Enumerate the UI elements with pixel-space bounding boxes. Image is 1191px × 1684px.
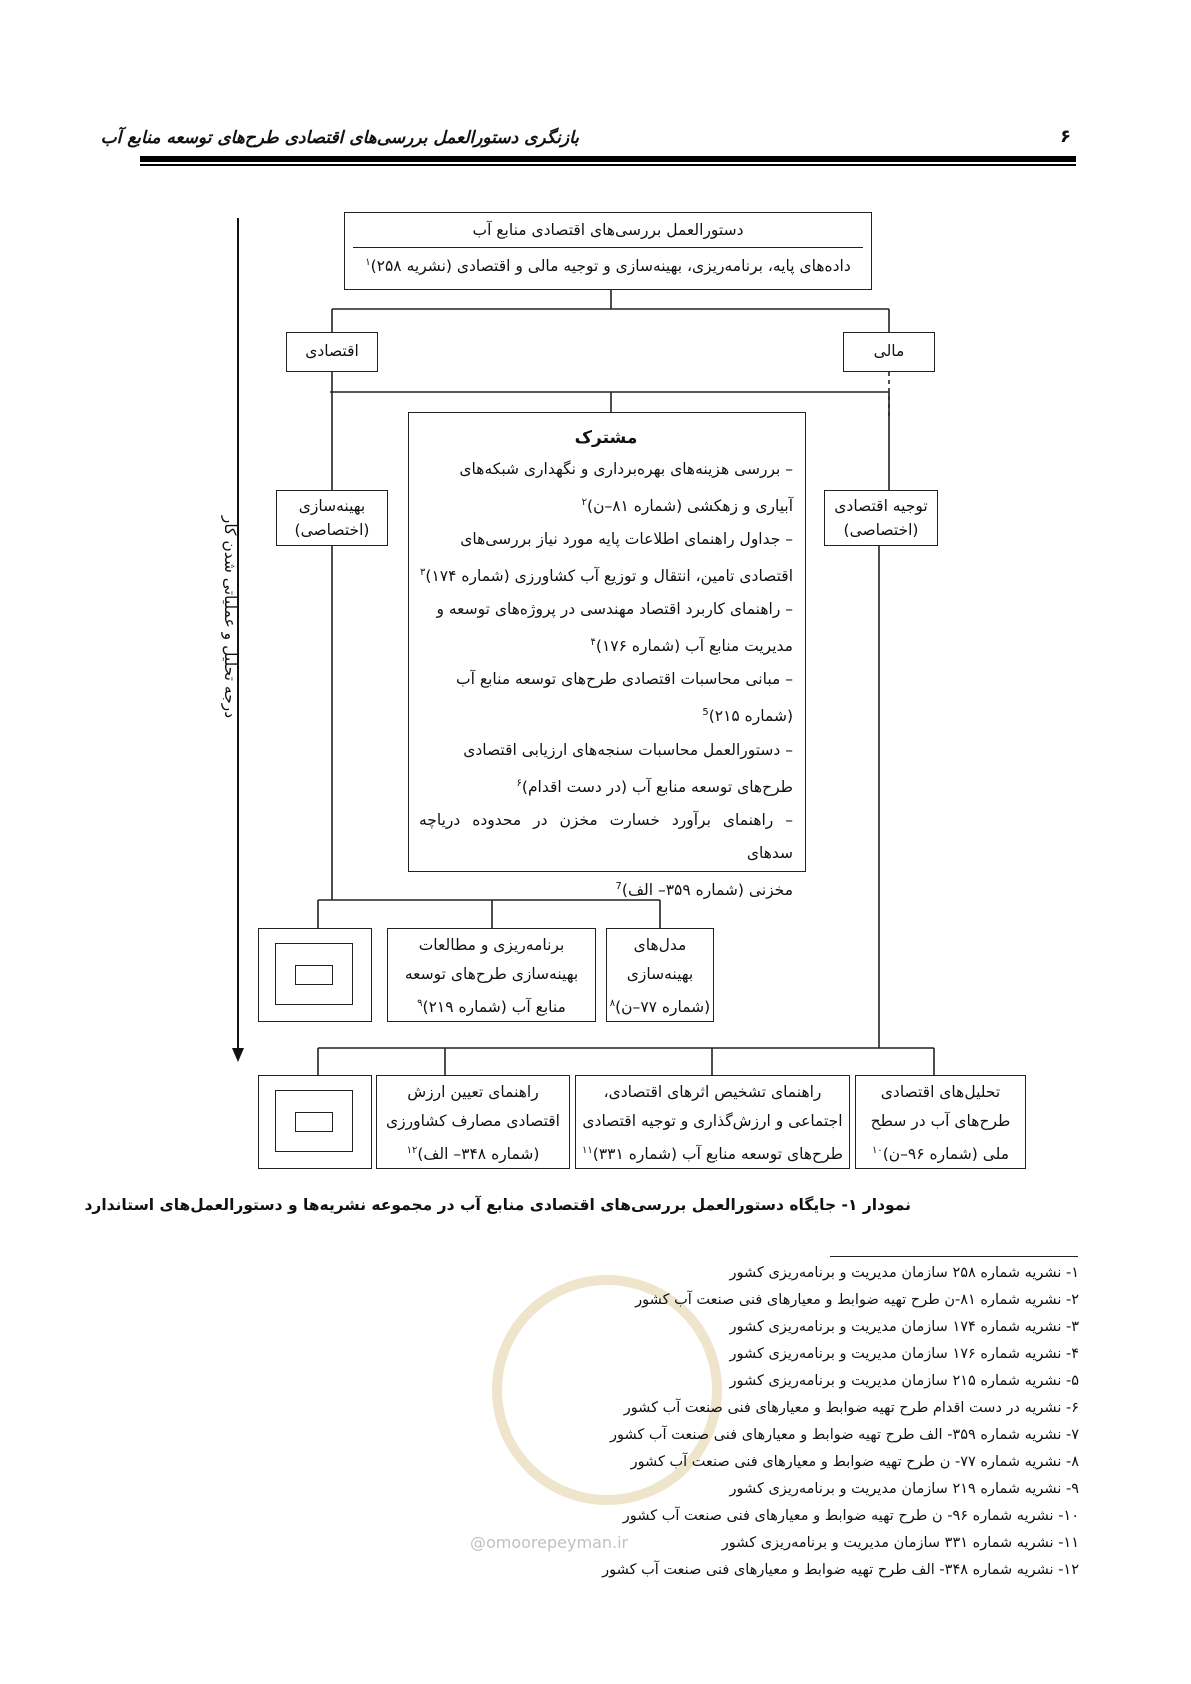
footnotes <box>602 1260 1079 1584</box>
footnote-item: ۱- نشریه شماره ۲۵۸ سازمان مدیریت و برنامه‌ریزی کشور <box>729 1265 1079 1281</box>
models-line1: مدل‌های <box>633 936 687 954</box>
footnote-ref-9: ۹ <box>417 998 423 1009</box>
watermark-text: @omoorepeyman.ir <box>470 1533 629 1552</box>
common-item-line <box>419 663 793 696</box>
side-arrow-head <box>232 1048 244 1062</box>
footnote-item: ۶- نشریه در دست اقدام طرح تهیه ضوابط و معیارهای فنی صنعت آب کشور <box>623 1400 1079 1416</box>
common-text: آبیاری و زهکشی (شماره ۸۱–ن) <box>587 497 793 516</box>
page-number: ۶ <box>1060 126 1071 147</box>
planning-line1: برنامه‌ریزی و مطالعات <box>418 936 565 954</box>
impacts-line1: راهنمای تشخیص اثرهای اقتصادی، <box>603 1083 822 1101</box>
top-box-subtitle <box>345 255 871 277</box>
econ-analysis-line3 <box>856 1136 1025 1169</box>
footnote-ref-4: ۴ <box>590 637 596 649</box>
footnote-item: ۷- نشریه شماره ۳۵۹- الف طرح تهیه ضوابط و معیارهای فنی صنعت آب کشور <box>609 1427 1079 1443</box>
econ-box: اقتصادی <box>286 332 378 372</box>
justification-box-line2: (اختصاصی) <box>843 521 919 539</box>
running-header-title: بازنگری دستورالعمل بررسی‌های اقتصادی طرح‌های توسعه منابع آب <box>100 128 579 148</box>
common-item-line <box>419 453 793 486</box>
common-item-line <box>419 626 793 663</box>
justification-box-line1: توجیه اقتصادی <box>834 497 928 515</box>
footnote-ref-11: ۱۱ <box>582 1145 593 1156</box>
common-text: مخزنی (شماره ۳۵۹– الف) <box>621 880 793 899</box>
planning-box <box>387 928 596 1022</box>
top-box-title: دستورالعمل بررسی‌های اقتصادی منابع آب <box>472 221 744 239</box>
footnote-ref-8: ۸ <box>609 998 616 1009</box>
footnote-ref-3: ۳ <box>420 567 426 579</box>
row1-placeholder-inner <box>295 965 333 985</box>
top-box-divider <box>353 247 863 248</box>
footnote-item: ۱۱- نشریه شماره ۳۳۱ سازمان مدیریت و برنامه‌ریزی کشور <box>721 1535 1079 1551</box>
valuation-box <box>376 1075 570 1169</box>
footnote-ref-1: ۱ <box>365 256 371 268</box>
impacts-line2: اجتماعی و ارزش‌گذاری و توجیه اقتصادی <box>582 1112 843 1130</box>
footnote-ref-10: ۱۰ <box>871 1145 883 1156</box>
common-text: – مبانی محاسبات اقتصادی طرح‌های توسعه منابع آب <box>456 670 793 689</box>
econ-analysis-line2: طرح‌های آب در سطح <box>870 1112 1011 1130</box>
common-item-line <box>419 767 793 804</box>
common-text: – دستورالعمل محاسبات سنجه‌های ارزیابی اقتصادی <box>463 740 793 759</box>
row2-placeholder-inner <box>295 1112 333 1132</box>
footnote-ref-12: ۱۲ <box>406 1145 418 1156</box>
common-text: (شماره ۲۱۵) <box>708 707 793 726</box>
models-line2: بهینه‌سازی <box>626 965 694 983</box>
econ-analysis-box <box>855 1075 1026 1169</box>
footnote-ref-7: 7 <box>615 880 622 892</box>
models-line3 <box>607 989 713 1022</box>
common-item-line <box>419 556 793 593</box>
footnote-item: ۸- نشریه شماره ۷۷- ن طرح تهیه ضوابط و معیارهای فنی صنعت آب کشور <box>630 1454 1079 1470</box>
footnote-item: ۱۰- نشریه شماره ۹۶- ن طرح تهیه ضوابط و معیارهای فنی صنعت آب کشور <box>622 1508 1079 1524</box>
common-item-line <box>419 804 793 870</box>
footnote-ref-6: ۶ <box>516 777 522 789</box>
common-box <box>408 412 806 899</box>
impacts-line3-text: طرح‌های توسعه منابع آب (شماره ۳۳۱) <box>592 1145 843 1164</box>
common-item-line <box>419 696 793 733</box>
planning-line3 <box>388 989 595 1022</box>
footnote-ref-2: ۲ <box>581 497 588 508</box>
justification-box <box>824 490 938 546</box>
planning-line3-text: منابع آب (شماره ۲۱۹) <box>422 998 566 1017</box>
econ-analysis-line3-text: ملی (شماره ۹۶–ن) <box>882 1145 1010 1164</box>
impacts-line3 <box>576 1136 849 1169</box>
common-text: – جداول راهنمای اطلاعات پایه مورد نیاز بررسی‌های <box>460 530 793 549</box>
common-text: – بررسی هزینه‌های بهره‌برداری و نگهداری شبکه‌های <box>459 460 793 478</box>
footnote-item: ۴- نشریه شماره ۱۷۶ سازمان مدیریت و برنامه‌ریزی کشور <box>729 1346 1079 1362</box>
common-text: طرح‌های توسعه منابع آب (در دست اقدام) <box>521 777 793 796</box>
side-axis-label: درجه تحلیل و عملیاتی شدن کار <box>221 515 239 719</box>
footnote-item: ۱۲- نشریه شماره ۳۴۸- الف طرح تهیه ضوابط و معیارهای فنی صنعت آب کشور <box>602 1562 1079 1578</box>
top-box-subtitle-text: داده‌های پایه، برنامه‌ریزی، بهینه‌سازی و توجیه مالی و اقتصادی (نشریه ۲۵۸) <box>370 257 851 275</box>
footnote-item: ۲- نشریه شماره ۸۱-ن طرح تهیه ضوابط و معیارهای فنی صنعت آب کشور <box>635 1292 1079 1308</box>
optimization-box-line1: بهینه‌سازی <box>298 497 366 515</box>
econ-analysis-line1: تحلیل‌های اقتصادی <box>880 1083 1001 1101</box>
common-text: مدیریت منابع آب (شماره ۱۷۶) <box>595 637 793 656</box>
valuation-line3 <box>377 1136 569 1169</box>
common-item-line <box>419 486 793 523</box>
valuation-line2: اقتصادی مصارف کشاورزی <box>386 1112 560 1130</box>
footnote-item: ۳- نشریه شماره ۱۷۴ سازمان مدیریت و برنامه‌ریزی کشور <box>729 1319 1079 1335</box>
impacts-box <box>575 1075 850 1169</box>
common-item-line <box>419 734 793 767</box>
figure-caption: نمودار ۱- جایگاه دستورالعمل بررسی‌های اقتصادی منابع آب در مجموعه نشریه‌ها و دستورالعمل‌های استاندارد <box>84 1196 911 1214</box>
optimization-box <box>276 490 388 546</box>
footnote-rule <box>830 1256 1078 1257</box>
common-text: – راهنمای کاربرد اقتصاد مهندسی در پروژه‌های توسعه و <box>436 600 793 619</box>
row1-placeholder-box <box>258 928 372 1022</box>
common-item-line <box>419 870 793 907</box>
common-text: – راهنمای برآورد خسارت مخزن در محدوده دریاچه سدهای <box>419 810 793 862</box>
footnote-ref-5: 5 <box>702 707 709 719</box>
footnote-item: ۹- نشریه شماره ۲۱۹ سازمان مدیریت و برنامه‌ریزی کشور <box>729 1481 1079 1497</box>
footnote-item: ۵- نشریه شماره ۲۱۵ سازمان مدیریت و برنامه‌ریزی کشور <box>729 1373 1079 1389</box>
valuation-line1: راهنمای تعیین ارزش <box>407 1083 539 1101</box>
top-box <box>344 212 872 290</box>
common-box-heading: مشترک <box>574 428 638 448</box>
row2-placeholder-box <box>258 1075 372 1169</box>
valuation-line3-text: (شماره ۳۴۸– الف) <box>417 1145 540 1164</box>
common-item-line <box>419 593 793 626</box>
financial-box: مالی <box>843 332 935 372</box>
models-line3-text: (شماره ۷۷–ن) <box>615 998 711 1017</box>
models-box <box>606 928 714 1022</box>
common-item-line <box>419 523 793 556</box>
optimization-box-line2: (اختصاصی) <box>294 521 370 539</box>
planning-line2: بهینه‌سازی طرح‌های توسعه <box>404 965 579 983</box>
common-text: اقتصادی تامین، انتقال و توزیع آب کشاورزی (شماره ۱۷۴) <box>425 567 793 586</box>
